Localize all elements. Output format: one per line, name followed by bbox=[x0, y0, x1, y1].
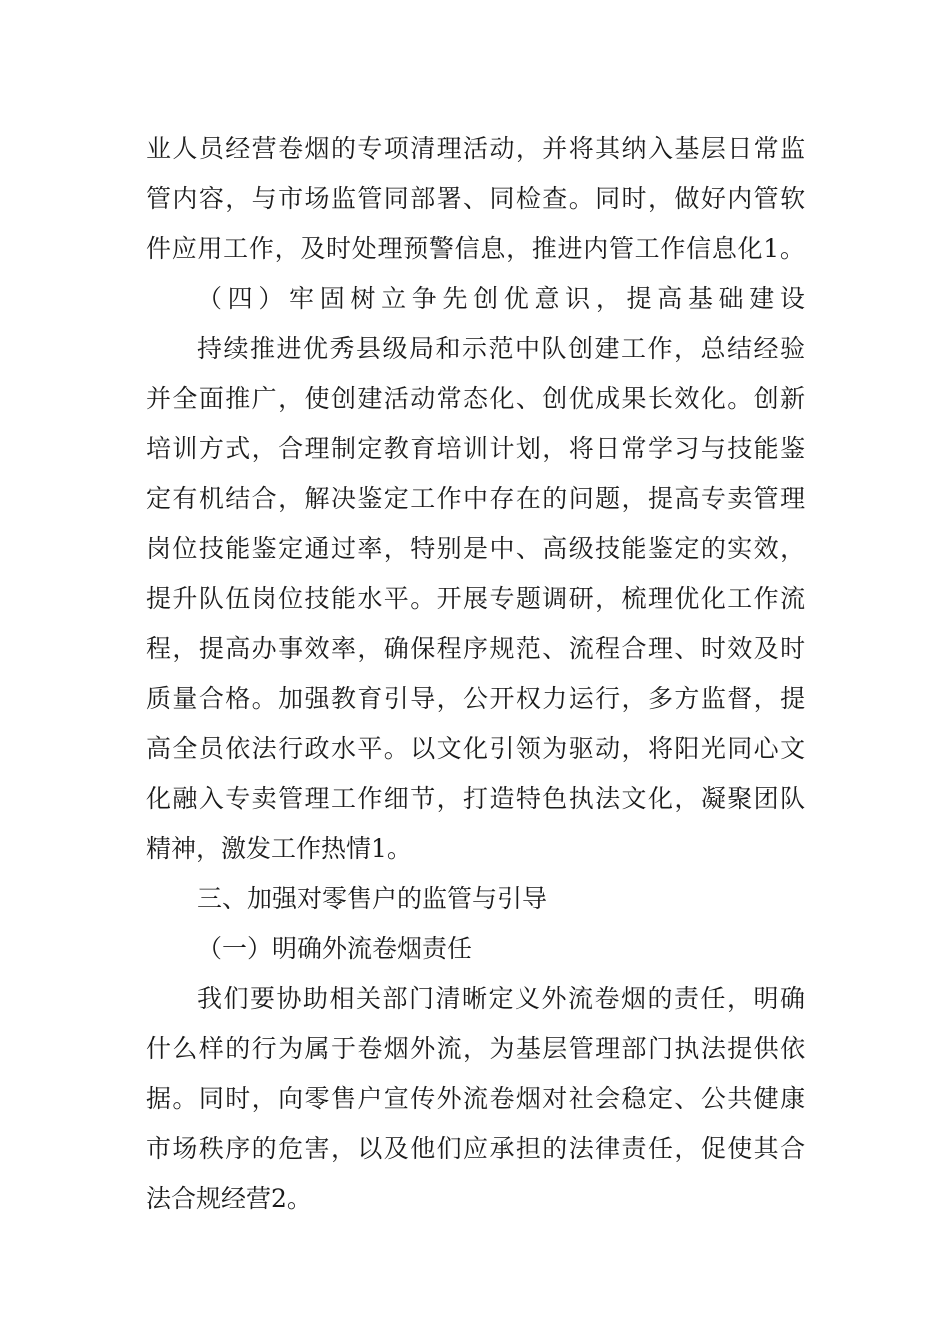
text-line: 培训方式，合理制定教育培训计划，将日常学习与技能鉴 bbox=[146, 434, 807, 463]
text-line: 我们要协助相关部门清晰定义外流卷烟的责任，明确 bbox=[197, 984, 807, 1013]
text-line: 件应用工作，及时处理预警信息，推进内管工作信息化1。 bbox=[146, 234, 806, 263]
text-line: 什么样的行为属于卷烟外流，为基层管理部门执法提供依 bbox=[146, 1034, 807, 1063]
text-line: 提升队伍岗位技能水平。开展专题调研，梳理优化工作流 bbox=[146, 584, 807, 613]
heading-line: 三、加强对零售户的监管与引导 bbox=[197, 884, 548, 913]
text-line: 质量合格。加强教育引导，公开权力运行，多方监督，提 bbox=[146, 684, 807, 713]
text-line: 市场秩序的危害，以及他们应承担的法律责任，促使其合 bbox=[146, 1134, 807, 1163]
text-line: 定有机结合，解决鉴定工作中存在的问题，提高专卖管理 bbox=[146, 484, 807, 513]
text-line: 法合规经营2。 bbox=[146, 1184, 312, 1213]
text-line: 业人员经营卷烟的专项清理活动，并将其纳入基层日常监 bbox=[146, 134, 807, 163]
text-line: 管内容，与市场监管同部署、同检查。同时，做好内管软 bbox=[146, 184, 807, 213]
heading-line: （四）牢固树立争先创优意识，提高基础建设 bbox=[197, 284, 811, 313]
text-line: 精神，激发工作热情1。 bbox=[146, 834, 412, 863]
heading-line: （一）明确外流卷烟责任 bbox=[197, 934, 473, 963]
text-line: 化融入专卖管理工作细节，打造特色执法文化，凝聚团队 bbox=[146, 784, 807, 813]
text-line: 并全面推广，使创建活动常态化、创优成果长效化。创新 bbox=[146, 384, 807, 413]
text-line: 高全员依法行政水平。以文化引领为驱动，将阳光同心文 bbox=[146, 734, 807, 763]
text-line: 岗位技能鉴定通过率，特别是中、高级技能鉴定的实效， bbox=[146, 534, 807, 563]
text-line: 程，提高办事效率，确保程序规范、流程合理、时效及时 bbox=[146, 634, 807, 663]
text-line: 据。同时，向零售户宣传外流卷烟对社会稳定、公共健康 bbox=[146, 1084, 807, 1113]
text-line: 持续推进优秀县级局和示范中队创建工作，总结经验 bbox=[197, 334, 807, 363]
